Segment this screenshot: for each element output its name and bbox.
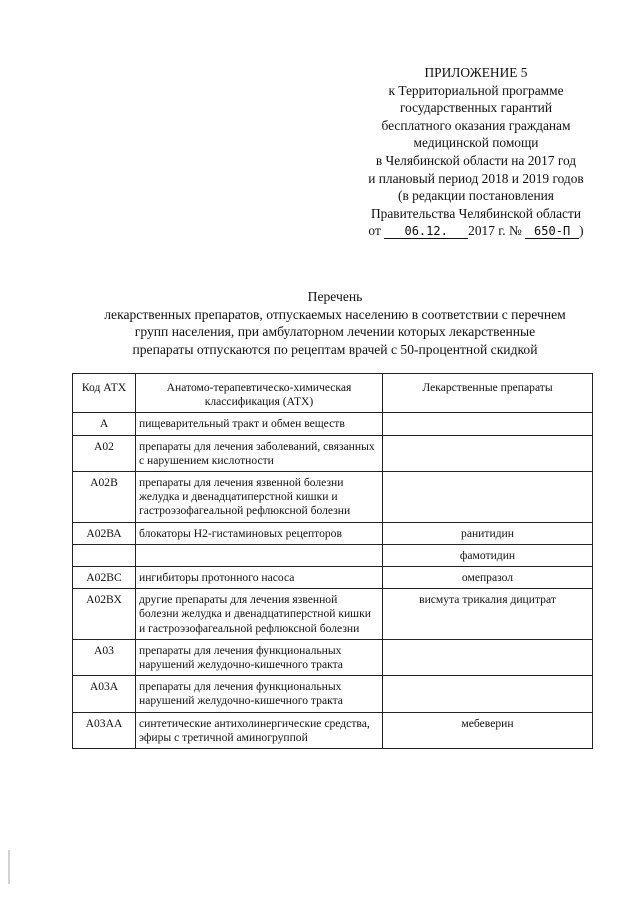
drug-name xyxy=(383,435,593,471)
appendix-line: медицинской помощи xyxy=(413,135,539,151)
resolution-date-line xyxy=(326,222,626,240)
appendix-line: государственных гарантий xyxy=(399,100,553,116)
atx-classification: препараты для лечения язвенной болезни желудка и двенадцатиперстной кишки и гастроэзофагеальной рефлюксной болезни xyxy=(136,472,383,523)
atx-code: А02ВХ xyxy=(73,589,136,640)
appendix-line: и плановый период 2018 и 2019 годов xyxy=(368,170,584,186)
drug-name: фамотидин xyxy=(383,544,593,566)
atx-code: А03 xyxy=(73,639,136,675)
table-row xyxy=(73,522,593,544)
atx-classification: препараты для лечения функциональных нарушений желудочно-кишечного тракта xyxy=(136,676,383,712)
document-heading xyxy=(60,288,610,358)
drug-name xyxy=(383,676,593,712)
atx-code: А xyxy=(73,413,136,435)
handwritten-number: 650-П xyxy=(525,224,579,239)
table-header-row xyxy=(73,374,593,413)
appendix-block xyxy=(326,64,626,240)
atx-code: А03А xyxy=(73,676,136,712)
atx-table xyxy=(72,373,593,749)
atx-code: А02В xyxy=(73,472,136,523)
year-text: 2017 г. № xyxy=(468,223,522,239)
table-row xyxy=(73,676,593,712)
drug-name xyxy=(383,413,593,435)
drug-name xyxy=(383,639,593,675)
heading-title: Перечень xyxy=(307,289,363,304)
atx-classification: пищеварительный тракт и обмен веществ xyxy=(136,413,383,435)
table-row xyxy=(73,472,593,523)
atx-classification xyxy=(136,544,383,566)
drug-name xyxy=(383,472,593,523)
atx-classification: синтетические антихолинергические средства, эфиры с третичной аминогруппой xyxy=(136,712,383,748)
appendix-line: к Территориальной программе xyxy=(388,82,564,98)
table-row xyxy=(73,639,593,675)
drug-name: висмута трикалия дицитрат xyxy=(383,589,593,640)
table-row xyxy=(73,544,593,566)
appendix-line: бесплатного оказания гражданам xyxy=(381,117,571,133)
table-row xyxy=(73,435,593,471)
table-row xyxy=(73,567,593,589)
atx-code: А03АА xyxy=(73,712,136,748)
atx-code: А02 xyxy=(73,435,136,471)
appendix-line: (в редакции постановления xyxy=(398,188,554,204)
atx-classification: блокаторы Н2-гистаминовых рецепторов xyxy=(136,522,383,544)
close-paren: ) xyxy=(579,223,584,239)
atx-classification: ингибиторы протонного насоса xyxy=(136,567,383,589)
atx-classification: препараты для лечения функциональных нарушений желудочно-кишечного тракта xyxy=(136,639,383,675)
heading-line: лекарственных препаратов, отпускаемых населению в соответствии с перечнем xyxy=(104,306,566,322)
drug-name: омепразол xyxy=(383,567,593,589)
atx-classification: другие препараты для лечения язвенной болезни желудка и двенадцатиперстной кишки и гастроэзофагеальной рефлюксной болезни xyxy=(136,589,383,640)
scan-edge-mark xyxy=(8,850,10,884)
appendix-line: ПРИЛОЖЕНИЕ 5 xyxy=(424,65,528,80)
atx-code: А02ВС xyxy=(73,567,136,589)
atx-code: А02ВА xyxy=(73,522,136,544)
table-row xyxy=(73,413,593,435)
heading-line: препараты отпускаются по рецептам врачей с 50-процентной скидкой xyxy=(132,341,538,357)
atx-classification: препараты для лечения заболеваний, связанных с нарушением кислотности xyxy=(136,435,383,471)
atx-code xyxy=(73,544,136,566)
appendix-line: Правительства Челябинской области xyxy=(371,205,581,221)
drug-name: мебеверин xyxy=(383,712,593,748)
drug-name: ранитидин xyxy=(383,522,593,544)
appendix-line: в Челябинской области на 2017 год xyxy=(375,152,577,168)
table-row xyxy=(73,589,593,640)
header-drugs: Лекарственные препараты xyxy=(383,374,593,413)
header-classification: Анатомо-терапевтическо-химическая классификация (АТХ) xyxy=(136,374,383,413)
from-prefix: от xyxy=(368,223,381,239)
header-code: Код АТХ xyxy=(73,374,136,413)
table-row xyxy=(73,712,593,748)
handwritten-date: 06.12. xyxy=(384,224,468,239)
heading-line: групп населения, при амбулаторном лечении которых лекарственные xyxy=(134,324,536,340)
